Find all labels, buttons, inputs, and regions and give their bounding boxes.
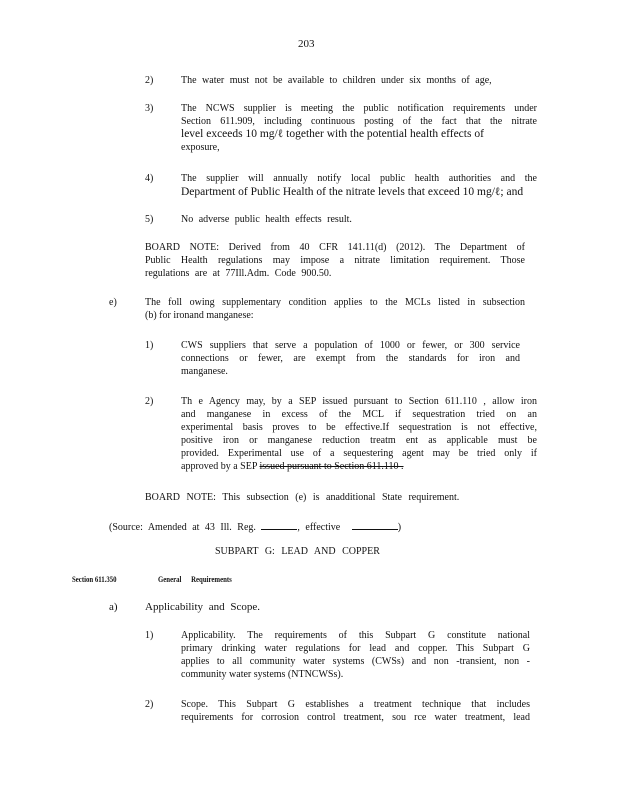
- text-line: primary drinking water regulations for lead and copper. This Subpart G: [181, 643, 530, 654]
- item-number: 2): [145, 396, 154, 407]
- subsection-title: Applicability and Scope.: [145, 601, 261, 613]
- item-paragraph: [181, 629, 530, 681]
- text-line: (b) for ironand manganese:: [145, 310, 254, 321]
- subsection-letter: e): [109, 297, 117, 308]
- page-number: 203: [298, 38, 315, 50]
- text-line: The foll owing supplementary condition applies to the MCLs listed in subsection: [145, 297, 525, 308]
- text-line: connections or fewer, are exempt from the standards for iron and: [181, 353, 520, 364]
- text-line: level exceeds 10 mg/ℓ together with the potential health effects of: [181, 128, 484, 140]
- text-line: Scope. This Subpart G establishes a treatment technique that includes: [181, 699, 530, 710]
- item-number: 5): [145, 214, 154, 225]
- text-line: applies to all community water systems (CWSs) and non -transient, non -: [181, 656, 530, 667]
- text-line: Section 611.909, including continuous posting of the fact that the nitrate: [181, 116, 537, 127]
- source-close: ): [397, 522, 402, 533]
- source-effective: , effective: [297, 522, 341, 533]
- section-number: Section 611.350: [72, 574, 117, 584]
- item-paragraph: [181, 102, 537, 154]
- text-line: The supplier will annually notify local public health authorities and the: [181, 173, 537, 184]
- source-prefix: (Source: Amended at 43 Ill. Reg.: [109, 522, 256, 533]
- text-line: Department of Public Health of the nitrate levels that exceed 10 mg/ℓ; and: [181, 186, 524, 198]
- text-line: community water systems (NTNCWSs).: [181, 669, 344, 680]
- text-line: experimental basis proves to be effective.If sequestration is not effective,: [181, 422, 537, 433]
- item-text: No adverse public health effects result.: [181, 214, 352, 225]
- text-line: exposure,: [181, 142, 220, 153]
- text-line: requirements for corrosion control treatment, sou rce water treatment, lead: [181, 712, 530, 723]
- subsection-paragraph: [145, 296, 525, 322]
- item-text: The water must not be available to children under six months of age,: [181, 75, 492, 86]
- text-line: Applicability. The requirements of this Subpart G constitute national: [181, 630, 530, 641]
- text-line: [181, 460, 537, 473]
- blank-line: [352, 520, 398, 530]
- item-paragraph: [181, 698, 530, 724]
- text-line: manganese.: [181, 366, 228, 377]
- item-number: 1): [145, 630, 154, 641]
- item-number: 4): [145, 173, 154, 184]
- deleted-text: issued pursuant to Section 611.110 .: [259, 461, 404, 472]
- text-line: provided. Experimental use of a sequestering agent may be tried only if: [181, 448, 537, 459]
- board-note: [145, 241, 525, 280]
- source-note: [109, 520, 401, 534]
- subsection-letter: a): [109, 601, 118, 613]
- subpart-heading: SUBPART G: LEAD AND COPPER: [215, 546, 380, 557]
- section-title: General Requirements: [158, 574, 232, 584]
- item-number: 2): [145, 699, 154, 710]
- item-paragraph: [181, 339, 520, 378]
- text-line: Public Health regulations may impose a nitrate limitation requirement. Those: [145, 255, 525, 266]
- text-line: regulations are at 77Ill.Adm. Code 900.50.: [145, 268, 332, 279]
- item-paragraph: [181, 395, 537, 473]
- text-line: Th e Agency may, by a SEP issued pursuant to Section 611.110 , allow iron: [181, 396, 537, 407]
- board-note: BOARD NOTE: This subsection (e) is anadditional State requirement.: [145, 492, 460, 503]
- item-number: 2): [145, 75, 154, 86]
- text-line: BOARD NOTE: Derived from 40 CFR 141.11(d) (2012). The Department of: [145, 242, 525, 253]
- item-number: 1): [145, 340, 154, 351]
- item-number: 3): [145, 103, 154, 114]
- text-line: and manganese in excess of the MCL if sequestration tried on an: [181, 409, 537, 420]
- text-line: positive iron or manganese reduction treatm ent as applicable must be: [181, 435, 537, 446]
- text-line: The NCWS supplier is meeting the public notification requirements under: [181, 103, 537, 114]
- item-paragraph: [181, 172, 537, 200]
- blank-line: [261, 520, 297, 530]
- text-line: CWS suppliers that serve a population of 1000 or fewer, or 300 service: [181, 340, 520, 351]
- text-span: approved by a SEP: [181, 461, 260, 472]
